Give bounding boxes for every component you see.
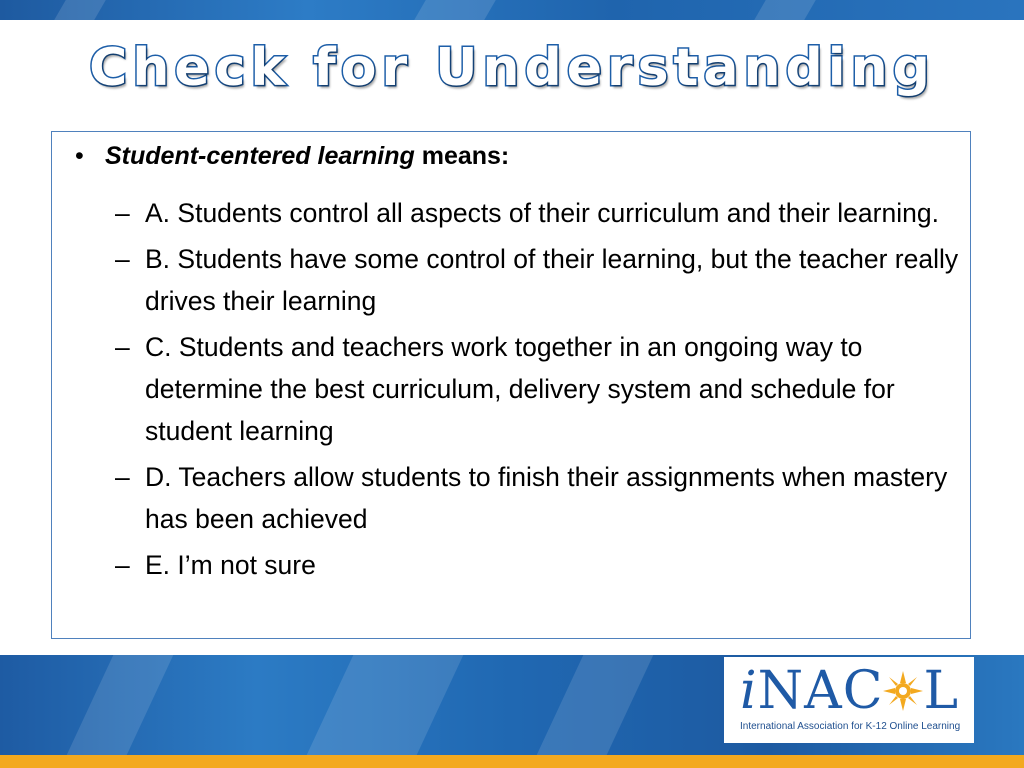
dash: – (115, 332, 130, 362)
slide-title: Check for Understanding (89, 38, 935, 98)
answer-option-text: E. I’m not sure (145, 550, 316, 580)
sun-icon (883, 664, 923, 704)
footer-stripe (0, 755, 1024, 768)
banner-streak (54, 0, 106, 20)
banner-streak (414, 0, 496, 20)
answer-option-e[interactable] (115, 544, 965, 586)
inacol-logo (724, 657, 974, 743)
banner-streak (754, 0, 816, 20)
answer-options (115, 192, 965, 590)
top-banner (0, 0, 1024, 20)
bullet: • (75, 142, 84, 170)
question-term: Student-centered learning (105, 142, 415, 170)
answer-option-c[interactable] (115, 326, 965, 452)
logo-tagline: International Association for K-12 Online Learning (740, 721, 961, 732)
logo-wordmark: iNAC L (740, 661, 960, 721)
banner-streak (537, 655, 654, 755)
dash: – (115, 462, 130, 492)
answer-option-d[interactable] (115, 456, 965, 540)
answer-option-text: A. Students control all aspects of their curriculum and their learning. (145, 198, 939, 228)
dash: – (115, 550, 130, 580)
answer-option-b[interactable] (115, 238, 965, 322)
question-rest: means: (414, 142, 510, 170)
answer-option-text: B. Students have some control of their learning, but the teacher really drives their learning (145, 244, 959, 316)
question-text (105, 142, 509, 171)
banner-streak (307, 655, 464, 755)
banner-streak (67, 655, 174, 755)
answer-option-text: C. Students and teachers work together in an ongoing way to determine the best curriculum, delivery system and schedule for student learning (145, 332, 895, 446)
dash: – (115, 244, 130, 274)
answer-option-a[interactable] (115, 192, 965, 234)
answer-option-text: D. Teachers allow students to finish their assignments when mastery has been achieved (145, 462, 948, 534)
dash: – (115, 198, 130, 228)
